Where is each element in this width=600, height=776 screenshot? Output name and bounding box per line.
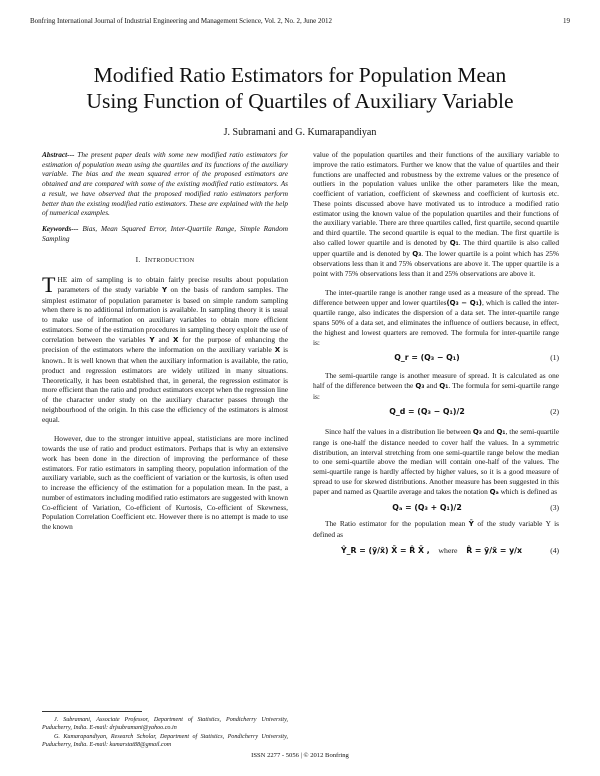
page-footer: ISSN 2277 - 5056 | © 2012 Bonfring [251, 752, 349, 759]
right-column [313, 150, 559, 561]
footnote-1: J. Subramani, Associate Professor, Department of Statistics, Pondicherry University, Puducherry, India. E-mail: drjsubramani@yahoo.co.in [42, 717, 288, 732]
equation-4-number: (4) [550, 545, 559, 555]
footnotes [42, 716, 288, 749]
keywords [42, 224, 288, 243]
intro-paragraph-1: THE aim of sampling is to obtain fairly precise results about population parameters of the study variable Y on the basis of random samples. The simplest estimator of population parameter is based on simple random sampling when there is no additional information is available. In sampling theory it is usual to make use of information on auxiliary variables to obtain more efficient estimators. Some of the estimation procedures in sampling theory exploit the use of correlation between the variables Y and X for the purpose of enhancing the precision of the estimators where the information on the auxiliary variable X is known.. It is well known that when the auxiliary information is available, the ratio, product and regression estimators are widely utilized in many situations. Theoretically, it has been established that, in general, the regression estimator is more efficient than the ratio and product estimators except when the regression line of the character under study on the auxiliary character passes through the neighbourhood of the origin. In this case the efficiency of the estimators is almost equal. [42, 272, 289, 424]
left-column [42, 150, 288, 532]
equation-1-expression: Q_r = (Q₃ − Q₁) [394, 353, 460, 363]
equation-2 [313, 407, 559, 417]
page-number: 19 [563, 17, 570, 25]
title-line-1: Modified Ratio Estimators for Population Mean [93, 63, 507, 87]
right-paragraph-1: value of the population quartiles and their functions of the auxiliary variable to improve the ratio estimators. Further we know that the value of quartiles and their functions are unaffected and robustness by the extreme values or the presence of outliers in the population values unlike the other parameters like the mean, coefficient of variation, coefficient of skewness and coefficient of kurtosis etc. These points discussed above have motivated us to introduce a modified ratio estimator using the known value of the population quartiles and their functions of the auxiliary variable. There are three quartiles called, first quartile, second quartile and third quartile. The second quartile is equal to the median. The first quartile is also called lower quartile and is denoted by Q₁. The third quartile is also called upper quartile and is denoted by Q₃. The lower quartile is a point which has 25% observations less than it and 75% observations are above it. The upper quartile is a point with 75% observations less than it and 25% observations are above it. [313, 150, 559, 278]
paper-title [40, 62, 560, 114]
equation-2-expression: Q_d = (Q₃ − Q₁)/2 [389, 407, 465, 417]
equation-2-number: (2) [550, 407, 559, 417]
intro-paragraph-2: However, due to the stronger intuitive appeal, statisticians are more inclined towards the use of ratio and product estimators. Perhaps that is why an extensive work has been done in the direction of improving the performance of these estimators. For ratio estimators in sampling theory, population information of the auxiliary variable, such as the coefficient of variation or the kurtosis, is often used to increase the efficiency of the estimation for a population mean. In the past, a number of estimators including modified ratio estimators are suggested with known Co-efficient of Variation, Co-efficient of Kurtosis, Co-efficient of Skewness, Population Correlation Coefficient etc. However there is no attempt is made to use the known [42, 434, 288, 532]
keywords-text: Bias, Mean Squared Error, Inter-Quartile Range, Simple Random Sampling [42, 223, 288, 243]
right-paragraph-3: The semi-quartile range is another measure of spread. It is calculated as one half of the difference between the Q₃ and Q₁. The formula for semi-quartile range is: [313, 371, 559, 401]
abstract-label: Abstract--- [42, 150, 75, 159]
equation-3-expression: Qₐ = (Q₃ + Q₁)/2 [392, 503, 462, 513]
running-head [30, 17, 570, 25]
title-line-2: Using Function of Quartiles of Auxiliary Variable [86, 89, 514, 113]
keywords-label: Keywords--- [42, 223, 79, 233]
right-paragraph-2: The inter-quartile range is another range used as a measure of the spread. The difference between upper and lower quartiles(Q₃ − Q₁), which is called the inter-quartile range, also indicates the dispersion of a data set. The inter-quartile range spans 50% of a data set, and eliminates the influence of outliers because, in effect, the highest and lowest quarters are removed. The formula for inter-quartile range is: [313, 287, 560, 347]
right-paragraph-5: The Ratio estimator for the population mean Ȳ of the study variable Y is defined as [313, 519, 559, 539]
footnote-divider [42, 711, 142, 712]
equation-1 [313, 353, 559, 363]
authors: J. Subramani and G. Kumarapandiyan [223, 127, 377, 138]
equation-4-expression: Ŷ_R = (ȳ/x̄) X̄ = R̂ X̄ , where R̂ = ȳ/x̄ = y/x [341, 545, 523, 555]
abstract-text: The present paper deals with some new modified ratio estimators for estimation of population mean using the quartiles and its functions of the auxiliary variable. The bias and the mean squared error of the proposed estimators are obtained and are compared with some of the existing modified ratio estimators. As a result, we have observed that the proposed modified ratio estimators perform better than the existing modified ratio estimators. These are explained with the help of numerical examples. [42, 150, 288, 218]
dropcap: T [42, 272, 56, 298]
equation-1-number: (1) [550, 353, 559, 363]
equation-3 [313, 503, 559, 513]
equation-4 [313, 546, 559, 556]
section-heading-introduction: I. INTRODUCTION [135, 255, 195, 265]
right-paragraph-4: Since half the values in a distribution lie between Q₃ and Q₁, the semi-quartile range is one-half the distance needed to cover half the values. In a symmetric distribution, an interval stretching from one semi-quartile range below the median to one semi-quartile above the median will contain one-half of the values. The semi-quartile range is hardly affected by higher values, so it is a good measure of spread to use for skewed distributions. Another measure has been suggested in this paper and named as Quartile average and takes the notation Qₐ which is defined as [313, 427, 559, 496]
journal-citation: Bonfring International Journal of Industrial Engineering and Management Science, Vol. 2, No. 2, June 2012 [30, 17, 333, 25]
abstract [42, 150, 288, 218]
equation-3-number: (3) [550, 503, 559, 513]
footnote-2: G. Kumarapandiyan, Research Scholar, Department of Statistics, Pondicherry University, Puducherry, India. E-mail: kumarstat88@gmail.com [42, 733, 288, 748]
